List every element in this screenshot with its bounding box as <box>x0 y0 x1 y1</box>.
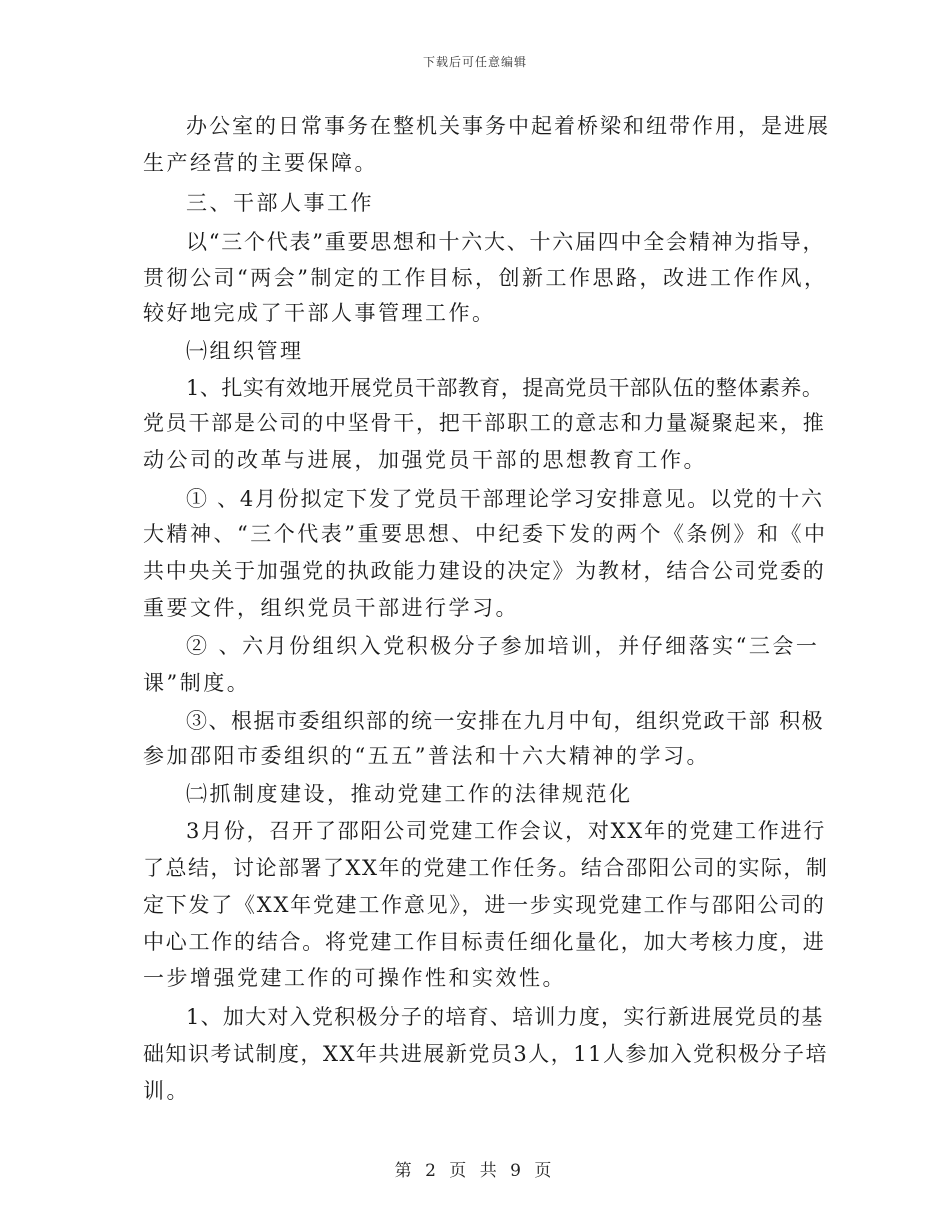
paragraph-line: 参加邵阳市委组织的“五五”普法和十六大精神的学习。 <box>143 744 710 768</box>
paragraph-line: 以“三个代表”重要思想和十六大、十六届四中全会精神为指导， <box>186 230 826 254</box>
paragraph-line: 贯彻公司“两会”制定的工作目标，创新工作思路，改进工作作风， <box>143 266 828 290</box>
page-header: 下载后可任意编辑 <box>422 55 527 69</box>
paragraph-line: 生产经营的主要保障。 <box>143 151 378 175</box>
paragraph-line: 动公司的改革与进展，加强党员干部的思想教育工作。 <box>143 448 707 472</box>
paragraph-line: 训。 <box>143 1079 190 1103</box>
paragraph-line: 础知识考试制度，XX年共进展新党员3人，11人参加入党积极分子培 <box>143 1042 828 1066</box>
paragraph-line: 较好地完成了干部人事管理工作。 <box>143 301 496 325</box>
paragraph-line: 大精神、“三个代表”重要思想、中纪委下发的两个《条例》和《中 <box>143 522 828 546</box>
subsection-heading: ㈡抓制度建设，推动党建工作的法律规范化 <box>186 782 633 806</box>
paragraph-line: 党员干部是公司的中坚骨干，把干部职工的意志和力量凝聚起来，推 <box>143 411 826 435</box>
paragraph-line: 办公室的日常事务在整机关事务中起着桥梁和纽带作用，是进展 <box>186 114 830 138</box>
section-heading: 三、干部人事工作 <box>186 191 374 215</box>
paragraph-line: 一步增强党建工作的可操作性和实效性。 <box>143 966 566 990</box>
paragraph-line: 1、扎实有效地开展党员干部教育，提高党员干部队伍的整体素养。 <box>186 376 824 400</box>
paragraph-line: ③、根据市委组织部的统一安排在九月中旬，组织党政干部 积极 <box>186 709 825 733</box>
page-footer: 第 2 页 共 9 页 <box>394 1161 556 1181</box>
paragraph-line: 共中央关于加强党的执政能力建设的决定》为教材，结合公司党委的 <box>143 559 826 583</box>
paragraph-line: 了总结，讨论部署了XX年的党建工作任务。结合邵阳公司的实际，制 <box>143 856 829 880</box>
paragraph-line: ① 、4月份拟定下发了党员干部理论学习安排意见。以党的十六 <box>186 487 824 511</box>
paragraph-line: 重要文件，组织党员干部进行学习。 <box>143 596 519 620</box>
paragraph-line: 1、加大对入党积极分子的培育、培训力度，实行新进展党员的基 <box>186 1005 824 1029</box>
paragraph-line: ② 、六月份组织入党积极分子参加培训，并仔细落实“三会一 <box>186 634 820 658</box>
paragraph-line: 定下发了《XX年党建工作意见》，进一步实现党建工作与邵阳公司的 <box>143 893 826 917</box>
paragraph-line: 课”制度。 <box>143 671 251 695</box>
subsection-heading: ㈠组织管理 <box>186 339 304 363</box>
paragraph-line: 中心工作的结合。将党建工作目标责任细化量化，加大考核力度，进 <box>143 930 826 954</box>
paragraph-line: 3月份，召开了邵阳公司党建工作会议，对XX年的党建工作进行 <box>186 819 827 843</box>
